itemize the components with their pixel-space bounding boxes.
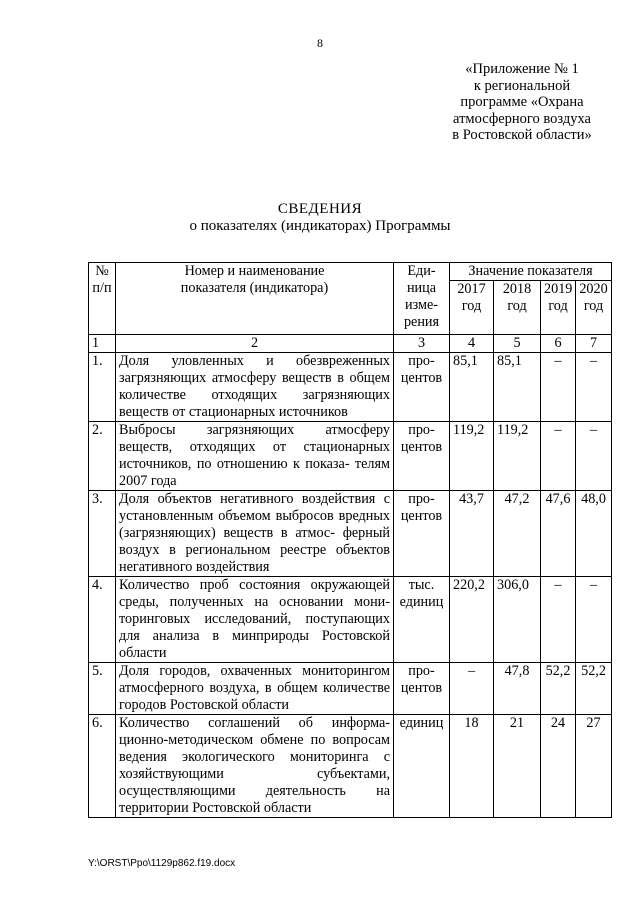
row-number: 2.	[89, 422, 116, 491]
row-name: Доля городов, охваченных мониторингом атмосферного воздуха, в общем количестве городов Ростовской области	[116, 663, 394, 715]
row-value: 52,2	[576, 663, 612, 715]
table-row	[89, 715, 612, 818]
row-number: 5.	[89, 663, 116, 715]
row-value: 27	[576, 715, 612, 818]
header-year: 2018 год	[494, 281, 541, 335]
table-row	[89, 353, 612, 422]
header-unit-line: ница	[406, 280, 437, 296]
row-value: 47,2	[494, 491, 541, 577]
page-number: 8	[317, 36, 323, 50]
table-row	[89, 577, 612, 663]
row-unit: про- центов	[394, 353, 450, 422]
header-name-line: показателя (индикатора)	[180, 280, 329, 296]
col-number: 2	[116, 335, 394, 353]
row-value: 21	[494, 715, 541, 818]
header-num	[89, 263, 116, 335]
row-value: –	[541, 422, 576, 491]
appendix-label	[433, 61, 611, 144]
row-value: 24	[541, 715, 576, 818]
col-number: 3	[394, 335, 450, 353]
document-subtitle: о показателях (индикаторах) Программы	[189, 218, 451, 234]
file-path-footer: Y:\ORST\Ppo\1129p862.f19.docx	[88, 858, 236, 869]
row-value: 306,0	[494, 577, 541, 663]
row-value: 85,1	[494, 353, 541, 422]
row-number: 6.	[89, 715, 116, 818]
header-values-group: Значение показателя	[450, 263, 612, 281]
appendix-line: в Ростовской области»	[452, 127, 592, 143]
header-unit-line: рения	[403, 314, 440, 330]
table-row	[89, 663, 612, 715]
row-name: Количество соглашений об информа- ционно-методическом обмене по вопросам ведения экологического мониторинга с хозяйствующими субъектами, осуществляющими деятельность на территории Ростовской области	[116, 715, 394, 818]
header-year: 2017 год	[450, 281, 494, 335]
header-unit	[394, 263, 450, 335]
header-name-line: Номер и наименование	[184, 263, 325, 279]
row-value: –	[576, 353, 612, 422]
header-num-line: п/п	[92, 280, 112, 296]
table-row	[89, 491, 612, 577]
row-value: 52,2	[541, 663, 576, 715]
row-value: –	[450, 663, 494, 715]
indicators-table	[88, 262, 612, 818]
row-unit: про- центов	[394, 491, 450, 577]
row-value: 47,8	[494, 663, 541, 715]
header-year: 2019 год	[541, 281, 576, 335]
header-unit-line: Еди-	[407, 263, 436, 279]
row-unit: единиц	[394, 715, 450, 818]
appendix-line: программе «Охрана	[460, 94, 584, 110]
column-numbers-row	[89, 335, 612, 353]
row-value: –	[576, 577, 612, 663]
col-number: 6	[541, 335, 576, 353]
header-row-1	[89, 263, 612, 281]
appendix-line: атмосферного воздуха	[453, 110, 591, 127]
col-number: 7	[576, 335, 612, 353]
row-value: 18	[450, 715, 494, 818]
table-row	[89, 422, 612, 491]
row-number: 3.	[89, 491, 116, 577]
row-name: Доля объектов негативного воздействия с установленным объемом выбросов вредных (загрязняющих) веществ в атмос- ферный воздух в региональном реестре объектов негативного воздействия	[116, 491, 394, 577]
appendix-line: к региональной	[473, 77, 571, 94]
col-number: 5	[494, 335, 541, 353]
col-number: 4	[450, 335, 494, 353]
row-number: 1.	[89, 353, 116, 422]
col-number: 1	[89, 335, 116, 353]
document-title-block	[0, 201, 640, 235]
header-num-line: №	[95, 263, 109, 279]
row-value: –	[541, 577, 576, 663]
row-value: 119,2	[494, 422, 541, 491]
appendix-line: «Приложение № 1	[465, 61, 579, 77]
row-unit: тыс. единиц	[394, 577, 450, 663]
row-value: 47,6	[541, 491, 576, 577]
row-value: 85,1	[450, 353, 494, 422]
row-value: 119,2	[450, 422, 494, 491]
row-value: –	[541, 353, 576, 422]
row-name: Количество проб состояния окружающей среды, полученных на основании мони- торинговых исследований, поступающих для анализа в минприроды Ростовской области	[116, 577, 394, 663]
row-name: Доля уловленных и обезвреженных загрязняющих атмосферу веществ в общем количестве отходящих загрязняющих веществ от стационарных источников	[116, 353, 394, 422]
row-value: 43,7	[450, 491, 494, 577]
row-number: 4.	[89, 577, 116, 663]
header-unit-line: изме-	[405, 297, 438, 313]
row-name: Выбросы загрязняющих атмосферу веществ, отходящих от стационарных источников, по отношению к показа- телям 2007 года	[116, 422, 394, 491]
row-value: 220,2	[450, 577, 494, 663]
header-name	[116, 263, 394, 335]
document-title: СВЕДЕНИЯ	[277, 201, 363, 217]
row-value: –	[576, 422, 612, 491]
row-unit: про- центов	[394, 422, 450, 491]
row-value: 48,0	[576, 491, 612, 577]
row-unit: про- центов	[394, 663, 450, 715]
header-year: 2020 год	[576, 281, 612, 335]
